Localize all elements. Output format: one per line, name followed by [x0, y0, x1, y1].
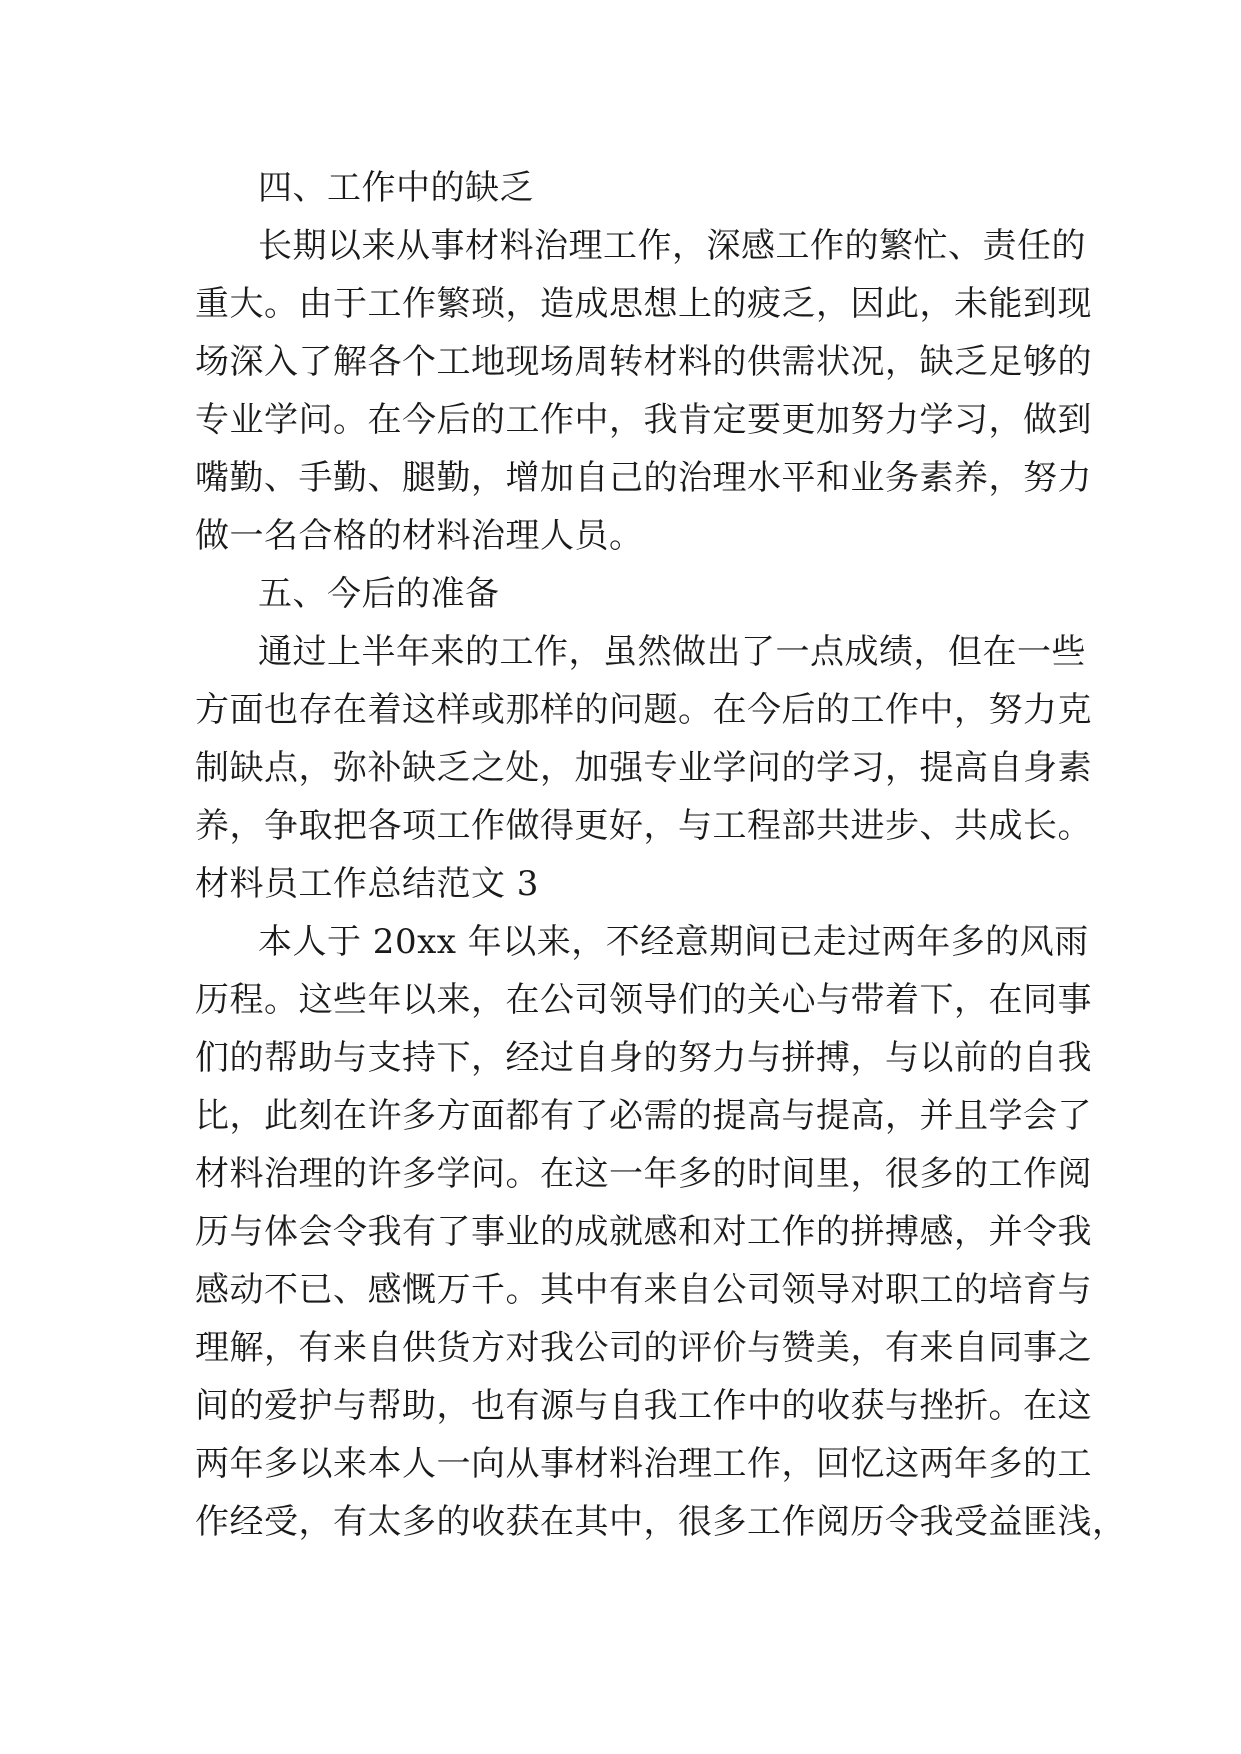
paragraph-line: 作经受，有太多的收获在其中，很多工作阅历令我受益匪浅，	[195, 1502, 1127, 1542]
paragraph-line: 们的帮助与支持下，经过自身的努力与拼搏，与以前的自我	[195, 1038, 1092, 1078]
paragraph-line: 历与体会令我有了事业的成就感和对工作的拼搏感，并令我	[195, 1212, 1092, 1252]
paragraph-line: 间的爱护与帮助，也有源与自我工作中的收获与挫折。在这	[195, 1386, 1092, 1426]
paragraph-line: 比，此刻在许多方面都有了必需的提高与提高，并且学会了	[195, 1096, 1092, 1136]
paragraph-line: 理解，有来自供货方对我公司的评价与赞美，有来自同事之	[195, 1328, 1092, 1368]
paragraph-line: 嘴勤、手勤、腿勤，增加自己的治理水平和业务素养，努力	[195, 458, 1092, 498]
article-title: 材料员工作总结范文 3	[195, 864, 539, 904]
paragraph-line: 专业学问。在今后的工作中，我肯定要更加努力学习，做到	[195, 400, 1092, 440]
section-heading-4: 四、工作中的缺乏	[258, 168, 534, 208]
paragraph-line: 历程。这些年以来，在公司领导们的关心与带着下，在同事	[195, 980, 1092, 1020]
paragraph-line: 做一名合格的材料治理人员。	[195, 516, 644, 556]
paragraph-line: 材料治理的许多学问。在这一年多的时间里，很多的工作阅	[195, 1154, 1092, 1194]
paragraph-line: 感动不已、感慨万千。其中有来自公司领导对职工的培育与	[195, 1270, 1092, 1310]
paragraph-line: 养，争取把各项工作做得更好，与工程部共进步、共成长。	[195, 806, 1092, 846]
paragraph-line: 方面也存在着这样或那样的问题。在今后的工作中，努力克	[195, 690, 1092, 730]
paragraph-line: 长期以来从事材料治理工作，深感工作的繁忙、责任的	[258, 226, 1086, 266]
section-heading-5: 五、今后的准备	[258, 574, 500, 614]
paragraph-line: 本人于 20xx 年以来，不经意期间已走过两年多的风雨	[258, 922, 1089, 962]
paragraph-line: 两年多以来本人一向从事材料治理工作，回忆这两年多的工	[195, 1444, 1092, 1484]
paragraph-line: 场深入了解各个工地现场周转材料的供需状况，缺乏足够的	[195, 342, 1092, 382]
paragraph-line: 制缺点，弥补缺乏之处，加强专业学问的学习，提高自身素	[195, 748, 1092, 788]
paragraph-line: 重大。由于工作繁琐，造成思想上的疲乏，因此，未能到现	[195, 284, 1092, 324]
paragraph-line: 通过上半年来的工作，虽然做出了一点成绩，但在一些	[258, 632, 1086, 672]
